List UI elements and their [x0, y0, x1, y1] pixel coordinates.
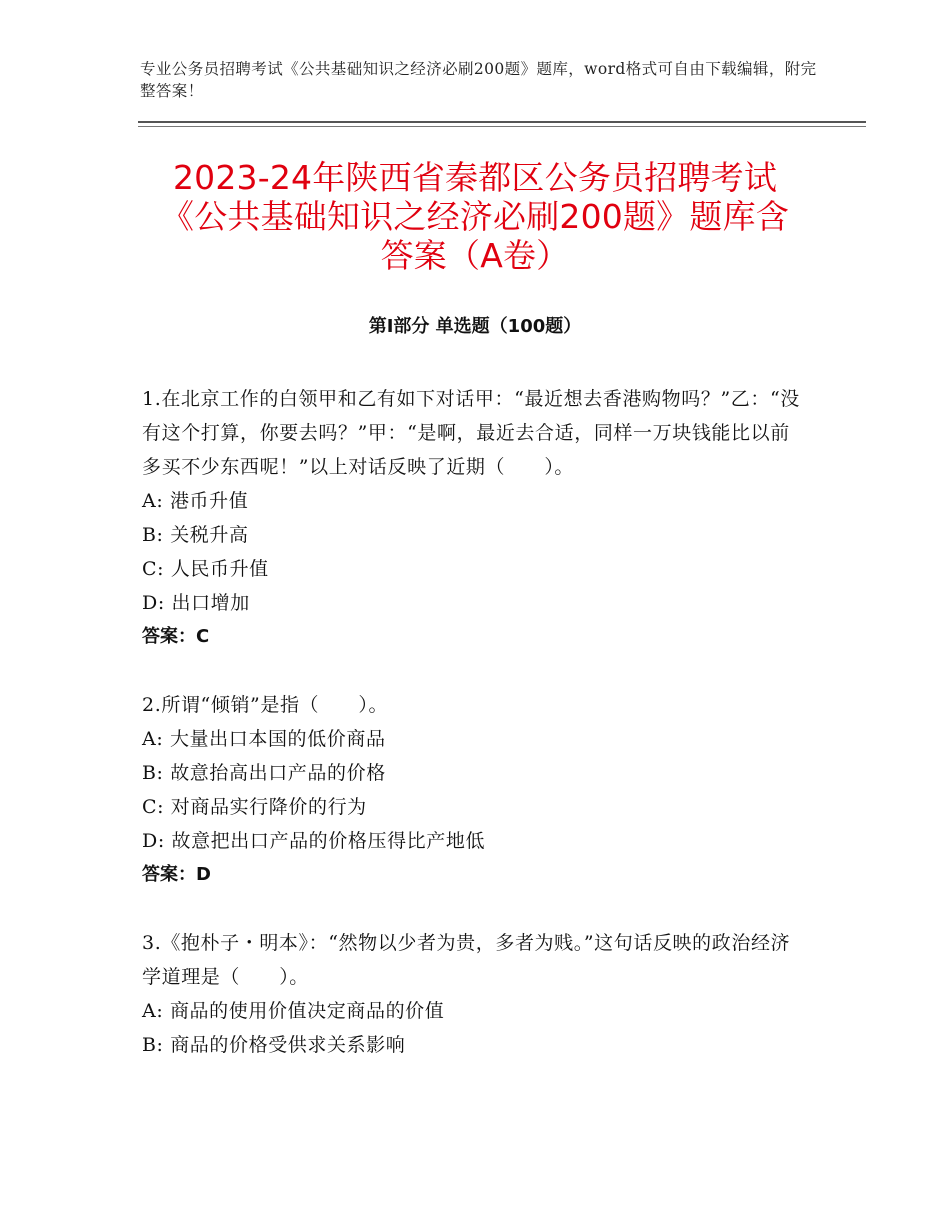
question-3 — [142, 926, 802, 1062]
option-a: A: 港币升值 — [142, 490, 249, 512]
section-title: 第Ⅰ部分 单选题（100题） — [368, 316, 582, 337]
answer-label: 答案：D — [142, 864, 211, 885]
question-spacer — [142, 654, 802, 688]
option-d: D: 故意把出口产品的价格压得比产地低 — [142, 830, 486, 852]
header-note: 专业公务员招聘考试《公共基础知识之经济必刷200题》题库，word格式可自由下载编辑，附完整答案！ — [140, 60, 817, 100]
question-spacer — [142, 892, 802, 926]
option-a: A: 大量出口本国的低价商品 — [142, 728, 386, 750]
option-c: C: 人民币升值 — [142, 558, 269, 580]
answer-label: 答案：C — [142, 626, 210, 647]
option-b: B: 商品的价格受供求关系影响 — [142, 1034, 406, 1056]
option-c: C: 对商品实行降价的行为 — [142, 796, 367, 818]
option-b: B: 故意抬高出口产品的价格 — [142, 762, 386, 784]
question-stem: 2.所谓“倾销”是指（ ）。 — [142, 694, 389, 716]
option-b: B: 关税升高 — [142, 524, 249, 546]
question-stem: 1.在北京工作的白领甲和乙有如下对话甲：“最近想去香港购物吗？”乙：“没有这个打算，你要去吗？”甲：“是啊，最近去合适，同样一万块钱能比以前多买不少东西呢！”以上对话反映了近期（ ）。 — [142, 388, 800, 478]
question-1 — [142, 382, 802, 654]
question-list — [142, 382, 802, 1062]
header-rule-thin — [138, 126, 866, 127]
option-a: A: 商品的使用价值决定商品的价值 — [142, 1000, 445, 1022]
option-d: D: 出口增加 — [142, 592, 250, 614]
question-stem: 3.《抱朴子・明本》：“然物以少者为贵，多者为贱。”这句话反映的政治经济学道理是（ ）。 — [142, 932, 791, 988]
header-rule-thick — [138, 121, 866, 123]
document-title: 2023-24年陕西省秦都区公务员招聘考试《公共基础知识之经济必刷200题》题库含答案（A卷） — [161, 158, 789, 275]
question-2 — [142, 688, 802, 892]
